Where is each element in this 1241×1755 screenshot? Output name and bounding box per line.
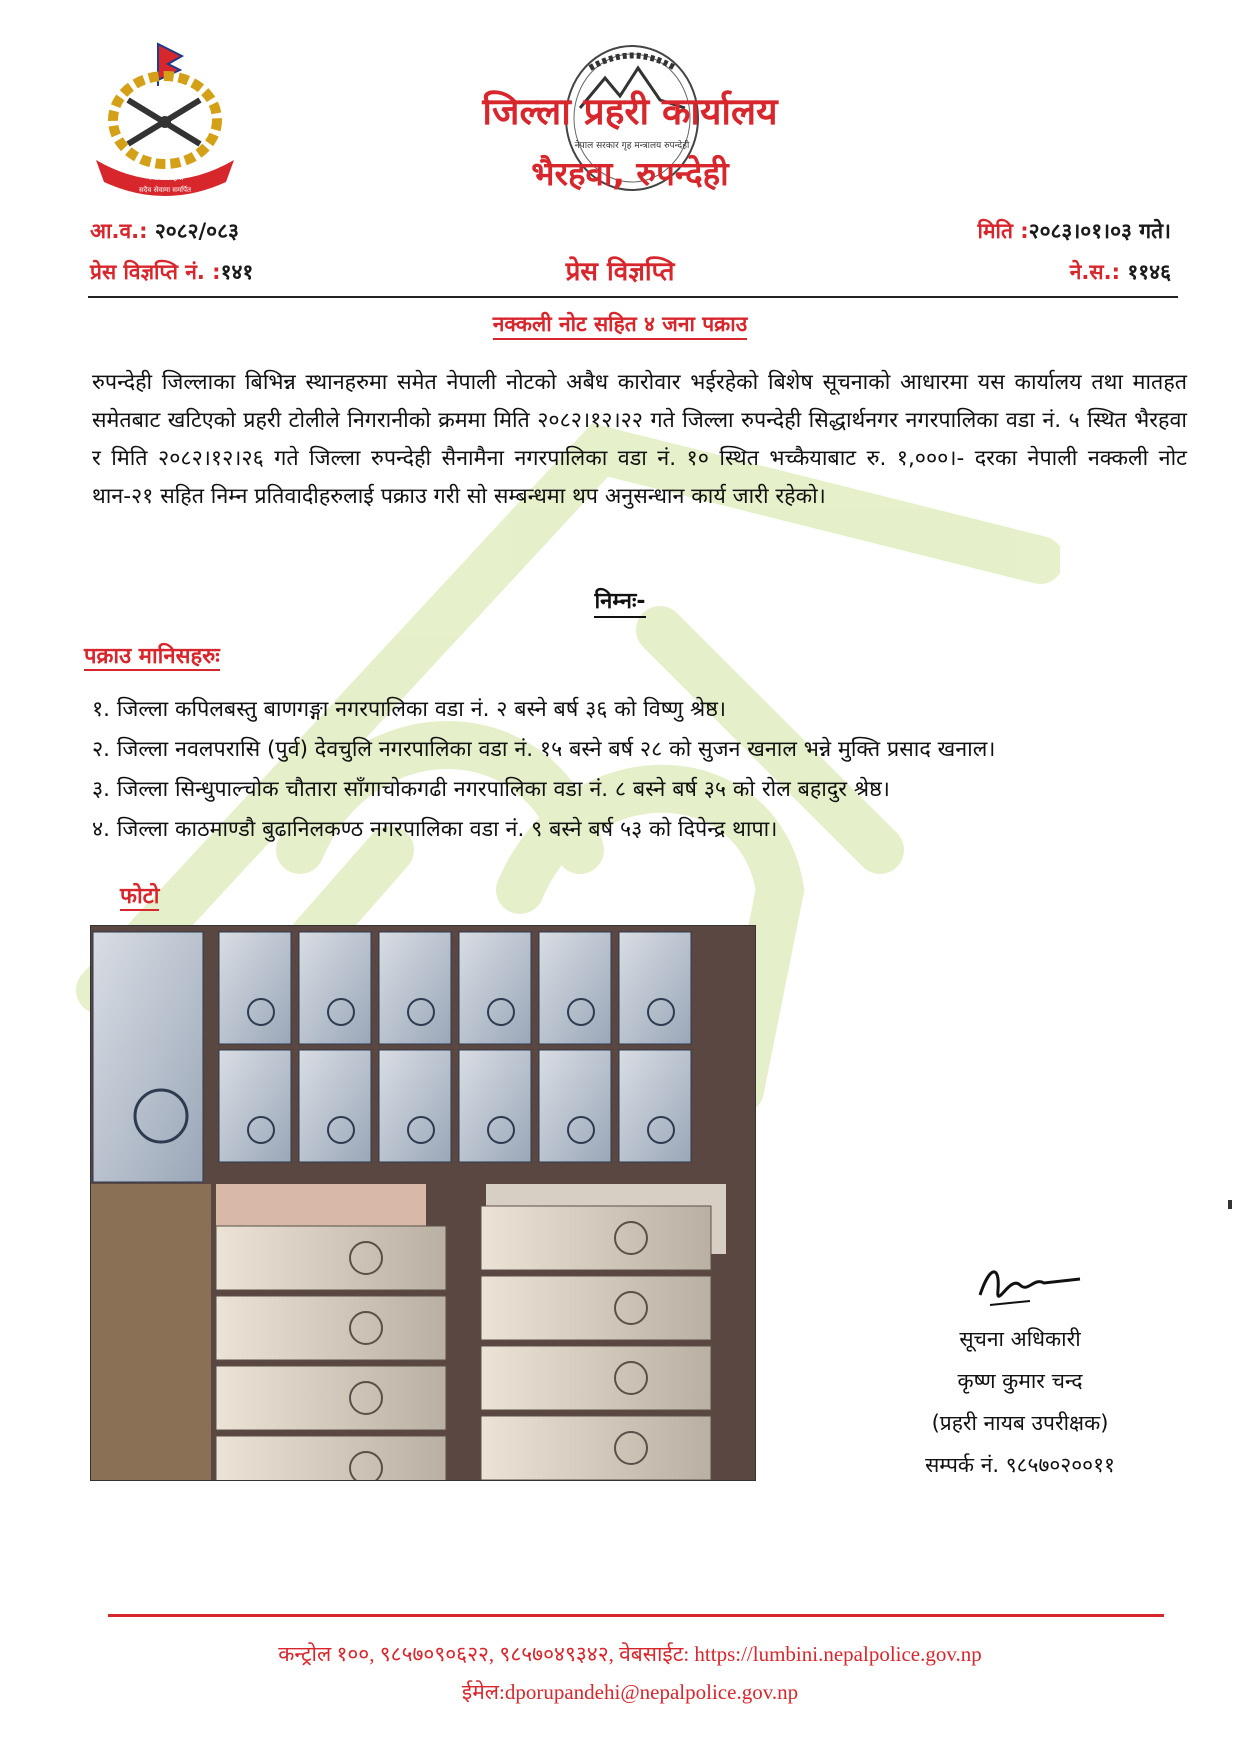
counterfeit-notes-photo: [90, 925, 756, 1481]
release-number-value: १४१: [220, 260, 254, 284]
release-number-label: प्रेस विज्ञप्ति नं. :: [90, 260, 221, 284]
margin-mark: [1228, 1200, 1232, 1209]
note-small: [219, 932, 291, 1044]
office-name: जिल्ला प्रहरी कार्यालय: [482, 90, 778, 133]
note-small: [379, 1050, 451, 1162]
emblem-text-bottom: सदैव सेवामा समर्पित: [139, 186, 191, 194]
office-location: भैरहवा, रुपन्देही: [531, 154, 729, 193]
date-label: मिति :: [977, 219, 1029, 243]
note-large: [216, 1436, 446, 1481]
signatory-role: सूचना अधिकारी: [959, 1327, 1081, 1351]
note-small: [619, 932, 691, 1044]
note-small: [299, 932, 371, 1044]
note-large: [216, 1366, 446, 1430]
press-release-title: प्रेस विज्ञप्ति: [565, 257, 675, 287]
headline-text: नक्कली नोट सहित ४ जना पक्राउ: [493, 312, 748, 340]
note-small: [219, 1050, 291, 1162]
footer-email: ईमेल:dporupandehi@nepalpolice.gov.np: [461, 1680, 799, 1704]
emblem-text-top: नेपाल प्रहरी: [146, 173, 184, 183]
footer-contact: कन्ट्रोल १००, ९८५७०९०६२२, ९८५७०४९३४२, वेबसाईट: https://lumbini.nepalpolice.gov.np: [278, 1642, 982, 1666]
signatory-block: [870, 1318, 1170, 1486]
ns-label: ने.स.:: [1069, 260, 1120, 284]
ns-value: ११४६: [1127, 260, 1171, 284]
arrested-list: [92, 690, 1192, 850]
headline: [330, 310, 910, 338]
date-value: २०८३।०१।०३ गते।: [1028, 219, 1171, 243]
fiscal-year-value: २०८२/०८३: [154, 219, 239, 243]
photo-label-text: फोटो: [120, 884, 160, 909]
release-date: [978, 217, 1171, 245]
fiscal-year: [90, 217, 239, 245]
footer-divider: [108, 1614, 1164, 1617]
note-large: [481, 1416, 711, 1480]
seal-text: नेपाल सरकार गृह मन्त्रालय रुपन्देही: [574, 141, 690, 151]
note-large: [481, 1206, 711, 1270]
nepal-police-emblem: [88, 40, 243, 200]
section-title-text: निम्नः-: [594, 589, 645, 618]
arrested-heading-text: पक्राउ मानिसहरुः: [84, 644, 220, 669]
note-small: [459, 932, 531, 1044]
arrested-heading: [84, 640, 220, 670]
note-small: [619, 1050, 691, 1162]
note-small: [539, 1050, 611, 1162]
photo-label: [120, 880, 159, 910]
arrested-item: ३. जिल्ला सिन्धुपाल्चोक चौतारा साँगाचोकगढी नगरपालिका वडा नं. ८ बस्ने बर्ष ३५ को रोल बहादुर श्रेष्ठ।: [92, 777, 890, 802]
arrested-item: ४. जिल्ला काठमाण्डौ बुढानिलकण्ठ नगरपालिका वडा नं. ९ बस्ने बर्ष ५३ को दिपेन्द्र थापा।: [92, 817, 778, 842]
arrested-item: १. जिल्ला कपिलबस्तु बाणगङ्गा नगरपालिका वडा नं. २ बस्ने बर्ष ३६ को विष्णु श्रेष्ठ।: [92, 697, 727, 722]
release-number: [90, 258, 253, 286]
note-large: [481, 1276, 711, 1340]
note-large: [216, 1296, 446, 1360]
note-small: [299, 1050, 371, 1162]
note-small: [379, 932, 451, 1044]
note-small: [459, 1050, 531, 1162]
header-divider: [88, 296, 1178, 298]
note-large: [216, 1226, 446, 1290]
note-large: [481, 1346, 711, 1410]
section-title: [400, 585, 840, 615]
handwritten-signature: [970, 1255, 1090, 1315]
signatory-rank: (प्रहरी नायब उपरीक्षक): [931, 1411, 1109, 1435]
arrested-item: २. जिल्ला नवलपरासि (पुर्व) देवचुलि नगरपालिका वडा नं. १५ बस्ने बर्ष २८ को सुजन खनाल भन्ने मुक्ति प्रसाद खनाल।: [92, 737, 996, 762]
signatory-name: कृष्ण कुमार चन्द: [957, 1369, 1083, 1393]
ns-number: [1070, 258, 1171, 286]
note-small: [539, 932, 611, 1044]
body-paragraph: रुपन्देही जिल्लाका बिभिन्न स्थानहरुमा समेत नेपाली नोटको अबैध कारोवार भईरहेको बिशेष सूचनाको आधारमा यस कार्यालय तथा मातहत समेतबाट खटिएको प्रहरी टोलीले निगरानीको क्रममा मिति २०८२।१२।२२ गते जिल्ला रुपन्देही सिद्धार्थनगर नगरपालिका वडा नं. ५ स्थित भैरहवा र मिति २०८२।१२।२६ गते जिल्ला रुपन्देही सैनामैना नगरपालिका वडा नं. १० स्थित भच्कैयाबाट रु. १,०००।- दरका नेपाली नक्कली नोट थान-२१ सहित निम्न प्रतिवादीहरुलाई पक्राउ गरी सो सम्बन्धमा थप अनुसन्धान कार्य जारी रहेको।: [92, 370, 1187, 509]
signatory-contact: सम्पर्क नं. ९८५७०२००११: [925, 1453, 1115, 1477]
fiscal-year-label: आ.व.:: [90, 219, 148, 243]
